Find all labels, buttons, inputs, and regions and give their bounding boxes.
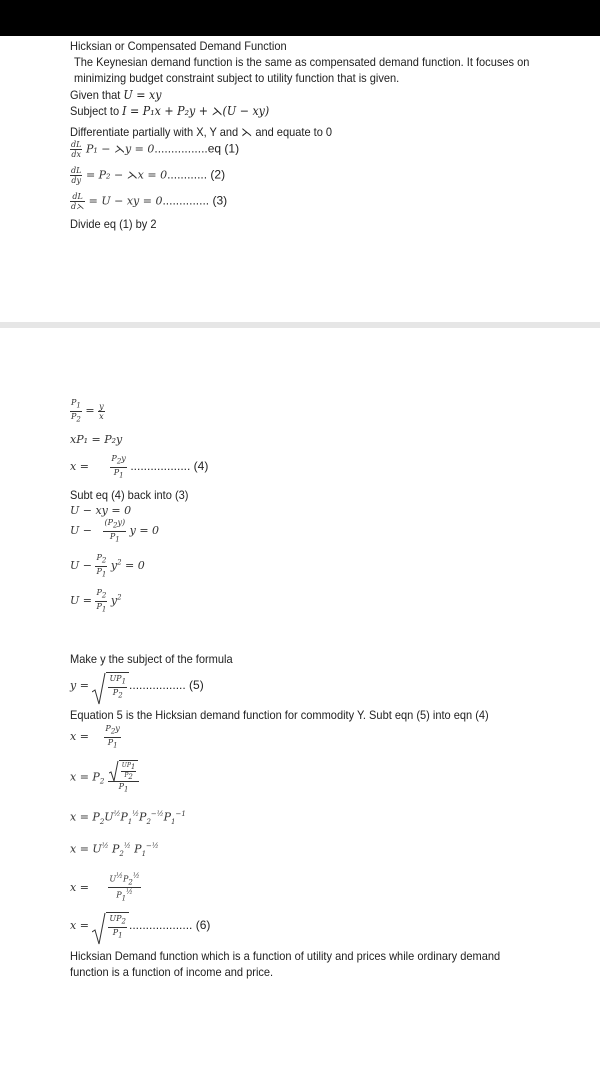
divide-text: Divide eq (1) by 2 <box>70 217 157 231</box>
sqrt-sign-icon <box>92 672 106 706</box>
step-u2: U − $\frac{(P_2y)}{P_1}$ y = 0 <box>70 518 160 544</box>
make-y-text: Make y the subject of the formula <box>70 652 233 666</box>
step-xp: xP₁ = P₂y <box>70 433 123 446</box>
conclusion-paragraph: Hicksian Demand function which is a function of utility and prices while ordinary demand function is a function of income and price. <box>70 949 501 979</box>
given-line <box>70 88 161 102</box>
step-u4: U = $\frac{P_2}{P_1}$ $y^2$ <box>70 588 122 614</box>
sqrt-sign-icon <box>92 912 106 946</box>
eq5-note: Equation 5 is the Hicksian demand function for commodity Y. Subt eqn (5) into eqn (4) <box>70 708 489 722</box>
x-step-3: $x = P_2U^{\frac{1}{2}}P_1^{\frac{1}{2}}P_2^{-\frac{1}{2}}P_1^{-1}$ <box>70 810 186 826</box>
x-step-5: x = $\frac{U^{\frac{1}{2}}P_2^{\frac{1}{2}}}{P_1^{\frac{1}{2}}}$ <box>70 872 140 903</box>
ratio-equation: $\frac{P_1}{P_2}$ = $\frac{y}{x}$ <box>71 398 104 424</box>
given-expr: U = xy <box>123 88 162 102</box>
subject-expr: I = P₁x + P₂y + ⋋(U − xy) <box>122 104 270 118</box>
step-u3: U − $\frac{P_2}{P_1}$ $y^2 = 0$ <box>70 553 145 579</box>
eq3-rhs: = U − xy = 0 <box>88 194 163 208</box>
subject-label: Subject to <box>70 104 120 118</box>
heading: Hicksian or Compensated Demand Function <box>70 39 287 53</box>
subject-line <box>70 104 269 118</box>
x-step-4: $x = U^{\frac{1}{2}}$ $P_2^{\frac{1}{2}}$ $P_1^{-\frac{1}{2}}$ <box>70 842 159 858</box>
eq2-tag: ............ (2) <box>167 167 226 182</box>
equation-1: $\frac{dL}{dx}$ P₁ − ⋋y = 0................eq (1) <box>71 140 240 159</box>
eq3-tag: .............. (3) <box>162 193 228 208</box>
sqrt-sign-icon <box>109 760 119 782</box>
eq1-rhs: P₁ − ⋋y = 0 <box>85 142 155 156</box>
top-black-bar <box>0 0 600 36</box>
equation-3: $\frac{dL}{d⋋}$ = U − xy = 0.............. (3) <box>71 192 228 211</box>
differentiate-text: Differentiate partially with X, Y and ⋋ and equate to 0 <box>70 125 333 139</box>
x-step-1: x = $\frac{P_2y}{P_1}$ <box>70 724 120 750</box>
eq1-tag: ................eq (1) <box>154 141 240 156</box>
intro-paragraph: The Keynesian demand function is the same as compensated demand function. It focuses on minimizing budget constraint subject to utility function that is given. <box>74 55 530 85</box>
equation-6: x = $\frac{UP_2}{P_1}$ ................... (6) <box>70 912 210 940</box>
eq6-tag: ................... (6) <box>129 918 211 933</box>
step-u1: U − xy = 0 <box>70 504 132 517</box>
section-divider <box>0 322 600 328</box>
equation-4: x = $\frac{P_2y}{P_1}$ .................. (4) <box>70 454 209 480</box>
eq4-tag: .................. (4) <box>130 459 209 474</box>
x-step-2: $x = P_2$ $\frac{\frac{UP_1}{P_2}}{P_1}$ <box>70 760 139 795</box>
equation-2: $\frac{dL}{dy}$ = P₂ − ⋋x = 0............ (2) <box>71 166 226 185</box>
equation-5: y = $\frac{UP_1}{P_2}$ ................. (5) <box>70 672 204 700</box>
subt4-text: Subt eq (4) back into (3) <box>70 488 189 502</box>
given-label: Given that <box>70 88 121 102</box>
eq5-tag: ................. (5) <box>129 678 204 693</box>
eq2-rhs: = P₂ − ⋋x = 0 <box>85 168 168 182</box>
